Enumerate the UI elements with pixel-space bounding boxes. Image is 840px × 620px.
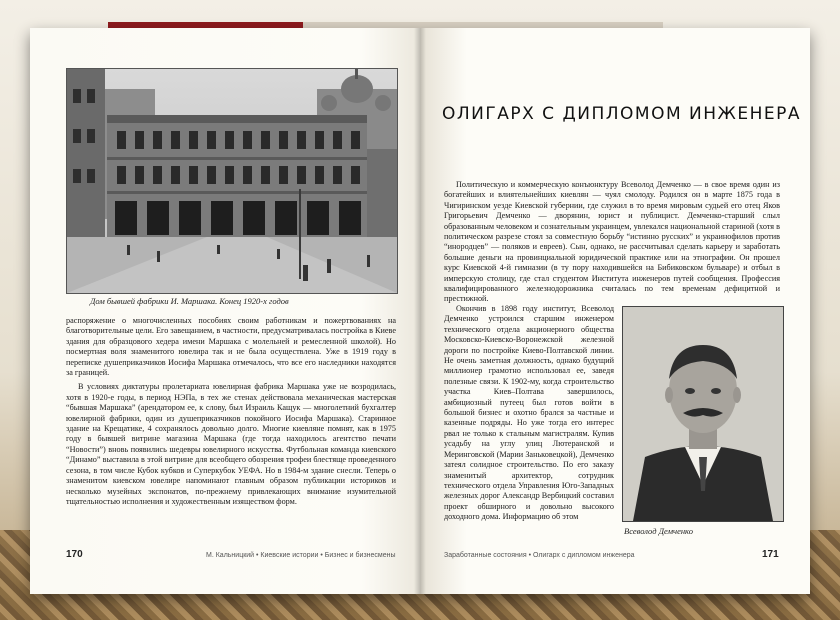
factory-house-photo	[66, 68, 398, 294]
paragraph: распоряжение о многочисленных пособиях своим работникам и пожертвованиях на благотворительные цели. Его завещанием, в частности, предусматривалась постройка в Киеве здания для образцового хедера имени Маршака с молельней и ремесленной школой). Но посмертная воля знаменитого ювелира так и не была осуществлена. Уже в 1919 году в переписке душеприказчиков Иосифа Маршака отмечалось, что все его наследники находятся за границей.	[66, 316, 396, 378]
column-text	[444, 304, 614, 527]
portrait-photo	[622, 306, 784, 522]
page-number-left: 170	[66, 549, 83, 560]
factory-house-photo-illustration	[67, 69, 397, 293]
photo-caption: Дом бывшей фабрики И. Маршака. Конец 1920-х годов	[90, 296, 289, 306]
paragraph: Окончив в 1898 году институт, Всеволод Демченко устроился старшим инженером технического отдела акционерного общества Московско-Киевско-Воронежской железной дороги по постройке Киево-Полтавской линии. Не очень заметная должность, однако будущий миллионер грамотно использовал ее, заведя полезные связи. К 1902-му, когда строительство участка Киев–Полтава завершилось, амбициозный путеец был готов войти в большой бизнес и охотно брался за частные и казенные подряды. Но уже тогда его интерес рвал не только к стальным магистралям. Купив усадьбу на углу улиц Лютеранской и Меринговской (Марии Заньковецкой), Демченко затеял солидное строительство. По его заказу знаменитый архитектор, сотрудник технического отдела Управления Юго-Западных железных дорог Александр Вербицкий составил проект обширного и довольно высокого доходного дома. Информацию об этом	[444, 304, 614, 522]
left-page	[30, 28, 420, 594]
intro-text	[444, 180, 780, 309]
book-spine-shadow	[414, 28, 426, 594]
running-head-left: М. Кальницкий • Киевские истории • Бизнес и бизнесмены	[206, 552, 396, 559]
paragraph: В условиях диктатуры пролетариата ювелирная фабрика Маршака уже не возродилась, хотя в 1920-е годы, в период НЭПа, в тех же стенах действовала механическая мастерская “бывшая Маршака” (арендатором ее, к слову, был Израиль Кащук — многолетний бухгалтер ювелирной фабрики, один из душеприказчиков покойного Иосифа Маршака). Старинное здание на Крещатике, 4 сохранялось довольно долго. Многие киевляне помнят, как в 1975 году в бывшей витрине магазина Маршака (где тогда находилось агентство печати “Новости”) вновь появились шедевры ювелирного искусства. Футбольная команда киевского “Динамо” выставила в этой витрине для всеобщего обозрения трофеи блестяще проведенного сезона, в том числе Кубок кубков и Суперкубок УЕФА. Но в 1984-м здание снесли. Теперь о знаменитом киевском ювелире напоминают главным образом публикации историков и несколько музейных экспонатов, по-прежнему привлекающих внимание изумительной тщательностью исполнения и художественным изяществом форм.	[66, 382, 396, 506]
running-head-right: Заработанные состояния • Олигарх с дипломом инженера	[444, 552, 635, 559]
page-number-right: 171	[762, 549, 779, 560]
portrait-illustration	[623, 307, 783, 521]
portrait-caption: Всеволод Демченко	[624, 526, 693, 536]
right-page	[420, 28, 810, 594]
paragraph: Политическую и коммерческую конъюнктуру Всеволод Демченко — в свое время один из богатейших и влиятельнейших киевлян — чуял смолоду. Родился он в марте 1875 года в Чигиринском уезде Киевской губернии, где служил в то время мировым судьей его отец Яков Григорьевич Демченко — дворянин, юрист и публицист. Демченко-старший слыл образованным человеком и сознательным украинцем, увлекался национальной стариной (хотя в политическом разрезе стоял за совместную борьбу “истинно русских” и украинофилов против “инородцев” — поляков и евреев). Сын, однако, не рассчитывал сделать карьеру и заработать большие деньги на провинциальной юридической практике или на этнографии. Он прошел курс Киевской 4-й гимназии (в ту пору находившейся на Бибиковском бульваре) и отбыл в имперскую столицу, где стал студентом Института инженеров путей сообщения. Профессия квалифицированного железнодорожника считалась по тем временам дефицитной и престижной.	[444, 180, 780, 304]
open-book-spread	[30, 28, 810, 594]
chapter-title: ОЛИГАРХ С ДИПЛОМОМ ИНЖЕНЕРА	[442, 104, 801, 124]
left-body-text	[66, 316, 396, 511]
